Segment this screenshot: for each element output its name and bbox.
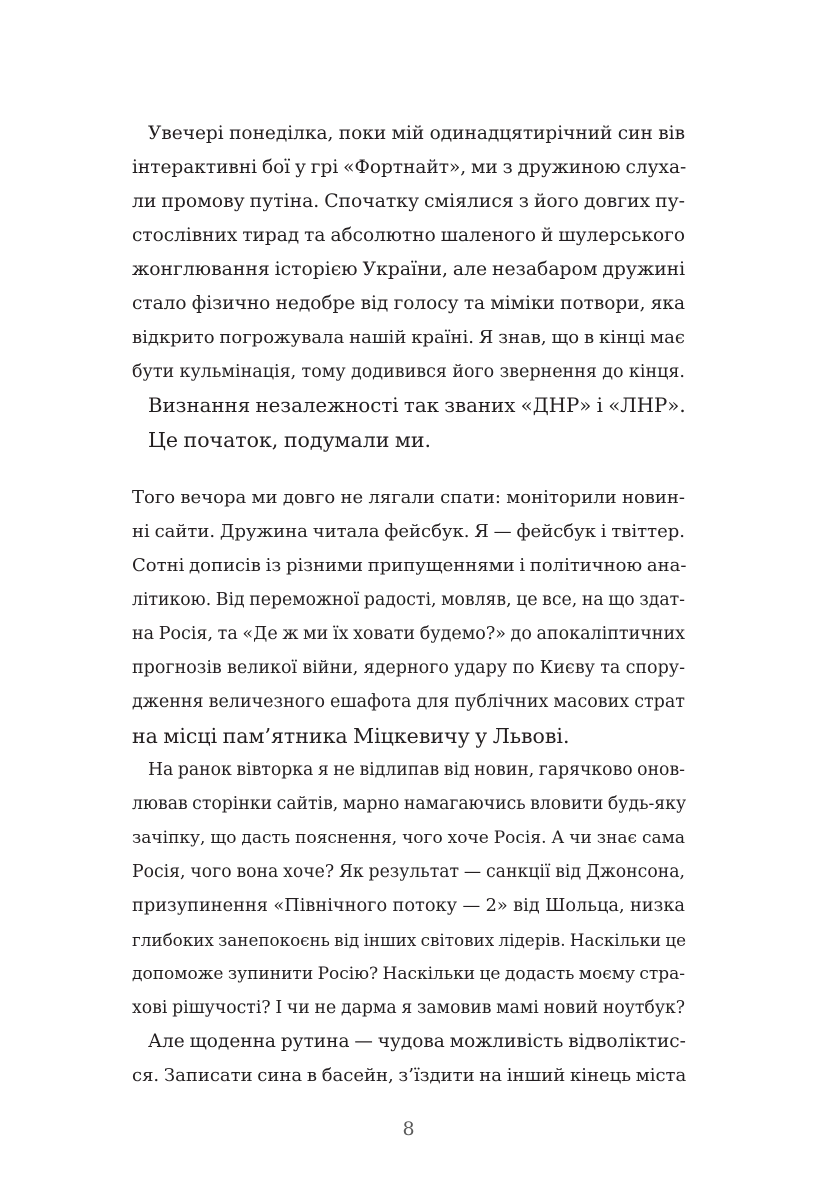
text-line: лював сторінки сайтів, марно намагаючись вловити будь-яку: [132, 794, 687, 814]
text-line: Це початок, подумали ми.: [148, 428, 432, 452]
text-line: Сотні дописів із різними припущеннями і політичною ана-: [132, 555, 687, 576]
text-line: інтерактивні бої у грі «Фортнайт», ми з дружиною слуха-: [132, 157, 687, 178]
text-line: прогнозів великої війни, ядерного удару по Києву та спору-: [132, 658, 685, 678]
text-line: зачіпку, що дасть пояснення, чого хоче Росія. А чи знає сама: [132, 828, 685, 848]
text-line: літикою. Від переможної радості, мовляв, це все, на що здат-: [132, 590, 685, 610]
text-line: ли промову путіна. Спочатку сміялися з його довгих пу-: [132, 191, 685, 212]
text-line: ся. Записати сина в басейн, з’їздити на інший кінець міста: [132, 1065, 687, 1086]
text-line: Але щоденна рутина — чудова можливість відволіктис-: [148, 1031, 686, 1052]
text-line: Визнання незалежності так званих «ДНР» і «ЛНР».: [148, 394, 686, 417]
text-line: Увечері понеділка, поки мій одинадцятирічний син вів: [148, 123, 685, 144]
page-number: 8: [402, 1118, 415, 1140]
text-line: стослівних тирад та абсолютно шаленого й шулерського: [132, 225, 685, 246]
text-line: дження величезного ешафота для публічних масових страт: [132, 692, 685, 712]
text-line: хові рішучості? І чи не дарма я замовив мамі новий ноутбук?: [132, 998, 685, 1018]
text-line: призупинення «Північного потоку — 2» від Шольца, низка: [132, 896, 685, 916]
text-line: глибоких занепокоєнь від інших світових лідерів. Наскільки це: [132, 930, 687, 950]
text-line: допоможе зупинити Росію? Наскільки це додасть моєму стра-: [132, 964, 686, 984]
text-line: бути кульмінація, тому додивився його звернення до кінця.: [132, 362, 685, 382]
text-line: На ранок вівторка я не відлипав від новин, гарячково онов-: [148, 760, 685, 780]
text-line: відкрито погрожувала нашій країні. Я знав, що в кінці має: [132, 327, 685, 348]
text-line: стало фізично недобре від голосу та міміки потвори, яка: [132, 293, 685, 314]
text-line: Росія, чого вона хоче? Як результат — санкції від Джонсона,: [132, 862, 685, 882]
text-line: на Росія, та «Де ж ми їх ховати будемо?» до апокаліптичних: [132, 624, 685, 644]
text-line: жонглювання історією України, але незабаром дружині: [132, 259, 686, 280]
text-line: ні сайти. Дружина читала фейсбук. Я — фейсбук і твіттер.: [132, 521, 685, 542]
text-line: на місці пам’ятника Міцкевичу у Львові.: [132, 724, 570, 748]
text-line: Того вечора ми довго не лягали спати: моніторили новин-: [132, 487, 685, 508]
